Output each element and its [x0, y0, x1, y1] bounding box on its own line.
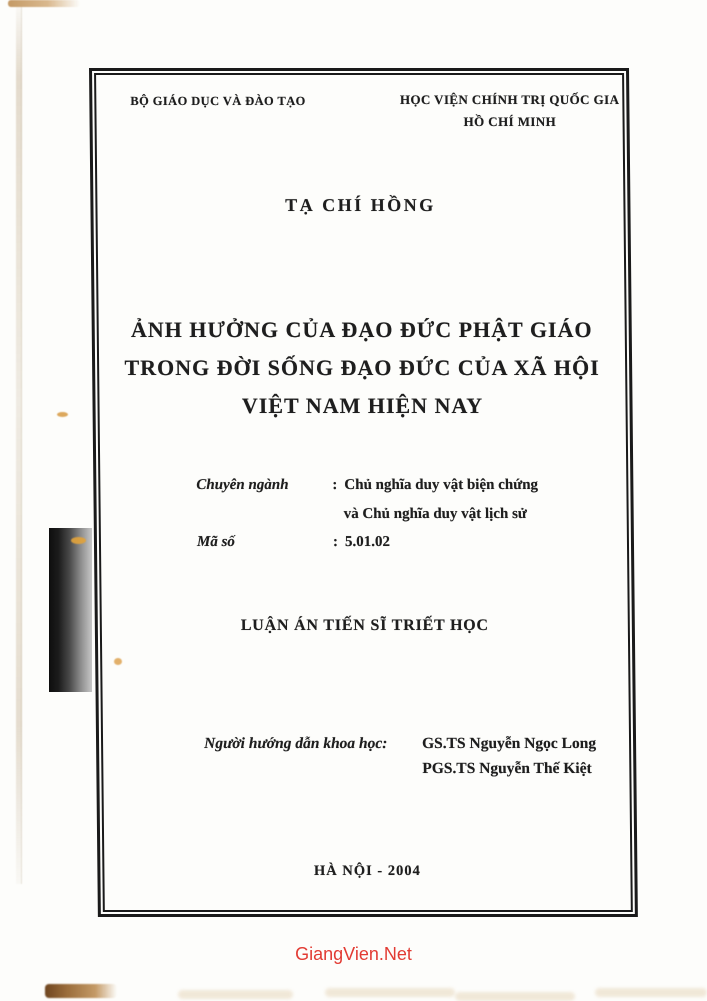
specialty-row	[196, 471, 538, 500]
thesis-title	[95, 311, 630, 425]
code-label: Mã số	[196, 534, 235, 550]
code-value: 5.01.02	[344, 534, 391, 550]
scan-smudge	[178, 990, 293, 999]
place-year: HÀ NỘI - 2004	[313, 863, 421, 879]
specialty-value-line1: Chủ nghĩa duy vật biện chứng	[344, 477, 539, 493]
author-name: TẠ CHÍ HỒNG	[285, 195, 436, 215]
code-colon: :	[332, 534, 339, 550]
advisor-names	[422, 731, 597, 781]
advisor-2: PGS.TS Nguyễn Thế Kiệt	[422, 760, 592, 777]
advisors-block	[204, 731, 597, 781]
thesis-title-line2: TRONG ĐỜI SỐNG ĐẠO ĐỨC CỦA XÃ HỘI	[124, 355, 600, 380]
thesis-title-line1: ẢNH HƯỞNG CỦA ĐẠO ĐỨC PHẬT GIÁO	[130, 317, 593, 342]
scan-stain	[57, 412, 68, 417]
specialty-block	[196, 471, 539, 557]
binding-shadow	[49, 528, 92, 692]
advisor-1: GS.TS Nguyễn Ngọc Long	[421, 735, 597, 752]
scan-smudge	[325, 988, 455, 997]
advisors-label: Người hướng dẫn khoa học:	[203, 735, 388, 752]
thesis-title-line3: VIỆT NAM HIỆN NAY	[241, 393, 484, 418]
scan-stain	[71, 537, 86, 544]
scan-smudge	[595, 988, 707, 997]
watermark: GiangVien.Net	[295, 944, 412, 964]
ministry-name: BỘ GIÁO DỤC VÀ ĐÀO TẠO	[130, 94, 306, 108]
scan-stain-bottom-left	[45, 984, 117, 998]
specialty-value-line2: và Chủ nghĩa duy vật lịch sử	[343, 505, 527, 522]
specialty-label: Chuyên ngành	[196, 477, 289, 493]
document-header	[92, 89, 626, 133]
scan-stain-top-left	[8, 0, 80, 7]
academy-name	[400, 89, 620, 133]
thesis-type: LUẬN ÁN TIẾN SĨ TRIẾT HỌC	[240, 617, 489, 634]
code-row	[197, 528, 539, 557]
academy-line2: HỒ CHÍ MINH	[463, 114, 557, 129]
page-edge-line	[16, 6, 22, 884]
academy-line1: HỌC VIỆN CHÍNH TRỊ QUỐC GIA	[399, 92, 620, 107]
document-frame	[89, 68, 638, 917]
specialty-colon: :	[332, 477, 338, 493]
